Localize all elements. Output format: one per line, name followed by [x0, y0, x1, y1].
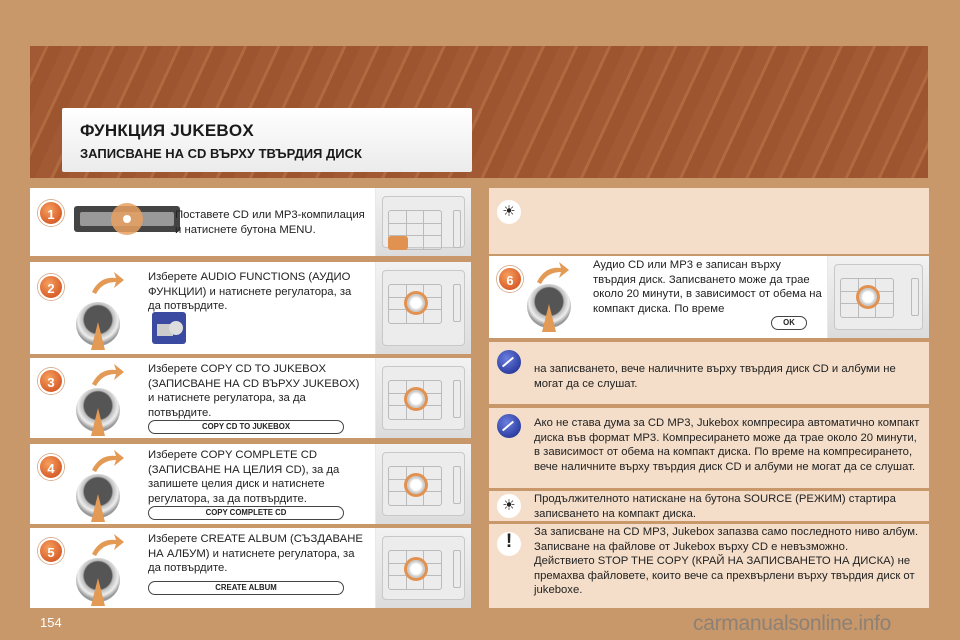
- note-box-1: [489, 342, 929, 404]
- turn-arrow-icon: [90, 272, 124, 294]
- page-subtitle: ЗАПИСВАНЕ НА CD ВЪРХУ ТВЪРДИЯ ДИСК: [80, 146, 362, 161]
- step-6: [489, 256, 929, 338]
- step-text: Изберете COPY CD TO JUKEBOX (ЗАПИСВАНЕ НА CD ВЪРХУ JUKEBOX) и натиснете регулатора, за да потвърдите.: [148, 363, 360, 419]
- step-number: 2: [38, 274, 64, 300]
- note-box-2: [489, 408, 929, 488]
- step-number: 1: [38, 200, 64, 226]
- title-box: [62, 108, 472, 172]
- radio-panel-image: [375, 262, 471, 354]
- step-number: 3: [38, 368, 64, 394]
- step-3: [30, 358, 471, 438]
- ok-button[interactable]: OK: [771, 316, 807, 330]
- step-text: Изберете AUDIO FUNCTIONS (АУДИО ФУНКЦИИ) и натиснете регулатора, за да потвърдите.: [148, 271, 352, 312]
- radio-panel-image: [375, 444, 471, 524]
- note-text: на записването, вече наличните върху твърдия диск CD и албуми не могат да се слушат.: [534, 363, 896, 390]
- note-text: За записване на CD MP3, Jukebox запазва само последното ниво албум. Записване на файлове от Jukebox върху CD е невъзможно. Действието STOP THE COPY (КРАЙ НА ЗАПИСВАНЕТО НА ДИСКА) не премахва файловете, които вече са прехвърлени върху твърдия диск от jukeboxe.: [534, 526, 919, 596]
- warning-box: [489, 524, 929, 608]
- turn-arrow-icon: [90, 534, 124, 556]
- rotary-knob-icon: [76, 302, 120, 346]
- rotary-knob-icon: [76, 388, 120, 432]
- info-blue-icon: [497, 414, 521, 438]
- rotary-knob-icon: [76, 558, 120, 602]
- copy-complete-cd-button[interactable]: COPY COMPLETE CD: [148, 506, 344, 520]
- copy-cd-to-jukebox-button[interactable]: COPY CD TO JUKEBOX: [148, 420, 344, 434]
- radio-panel-image: [827, 256, 929, 338]
- turn-arrow-icon: [90, 450, 124, 472]
- step-text: Аудио CD или MP3 е записан върху твърдия диск. Записването може да трае около 20 минути, в зависимост от обема на компакт диска. По време: [593, 259, 822, 315]
- rotary-knob-icon: [76, 474, 120, 518]
- create-album-button[interactable]: CREATE ALBUM: [148, 581, 344, 595]
- radio-panel-image: [375, 358, 471, 438]
- tip-box-empty: [489, 188, 929, 254]
- note-text: Ако не става дума за CD MP3, Jukebox компресира автоматично компакт диска във формат MP3. Компресирането може да трае около 20 минути, в зависимост от обема на компакт диска. По време на компресирането, вече наличните върху твърдия диск CD и албуми не могат да се слушат.: [534, 417, 920, 473]
- step-1: [30, 188, 471, 256]
- sun-icon: [497, 494, 521, 518]
- step-number: 6: [497, 266, 523, 292]
- cd-player-icon: [72, 202, 182, 236]
- step-4: [30, 444, 471, 524]
- radio-panel-image: [375, 528, 471, 608]
- radio-panel-image: [375, 188, 471, 256]
- note-text: Продължителното натискане на бутона SOURCE (РЕЖИМ) стартира записването на компакт диска.: [534, 493, 896, 520]
- rotary-knob-icon: [527, 284, 571, 328]
- page-title: ФУНКЦИЯ JUKEBOX: [80, 121, 254, 140]
- step-number: 5: [38, 538, 64, 564]
- turn-arrow-icon: [90, 364, 124, 386]
- info-blue-icon: [497, 350, 521, 374]
- step-5: [30, 528, 471, 608]
- step-text: Поставете CD или MP3-компилация и натиснете бутона MENU.: [175, 209, 365, 236]
- audio-functions-icon: [152, 312, 186, 344]
- step-text: Изберете COPY COMPLETE CD (ЗАПИСВАНЕ НА ЦЕЛИЯ CD), за да запишете целия диск и натиснете регулатора, за да потвърдите.: [148, 449, 340, 505]
- warning-icon: [497, 532, 521, 556]
- step-2: [30, 262, 471, 354]
- page-number: 154: [40, 615, 62, 630]
- step-number: 4: [38, 454, 64, 480]
- step-text: Изберете CREATE ALBUM (СЪЗДАВАНЕ НА АЛБУМ) и натиснете регулатора, за да потвърдите.: [148, 533, 363, 574]
- sun-icon: [497, 200, 521, 224]
- watermark: carmanualsonline.info: [693, 612, 891, 635]
- tip-box: [489, 491, 929, 521]
- turn-arrow-icon: [535, 262, 569, 284]
